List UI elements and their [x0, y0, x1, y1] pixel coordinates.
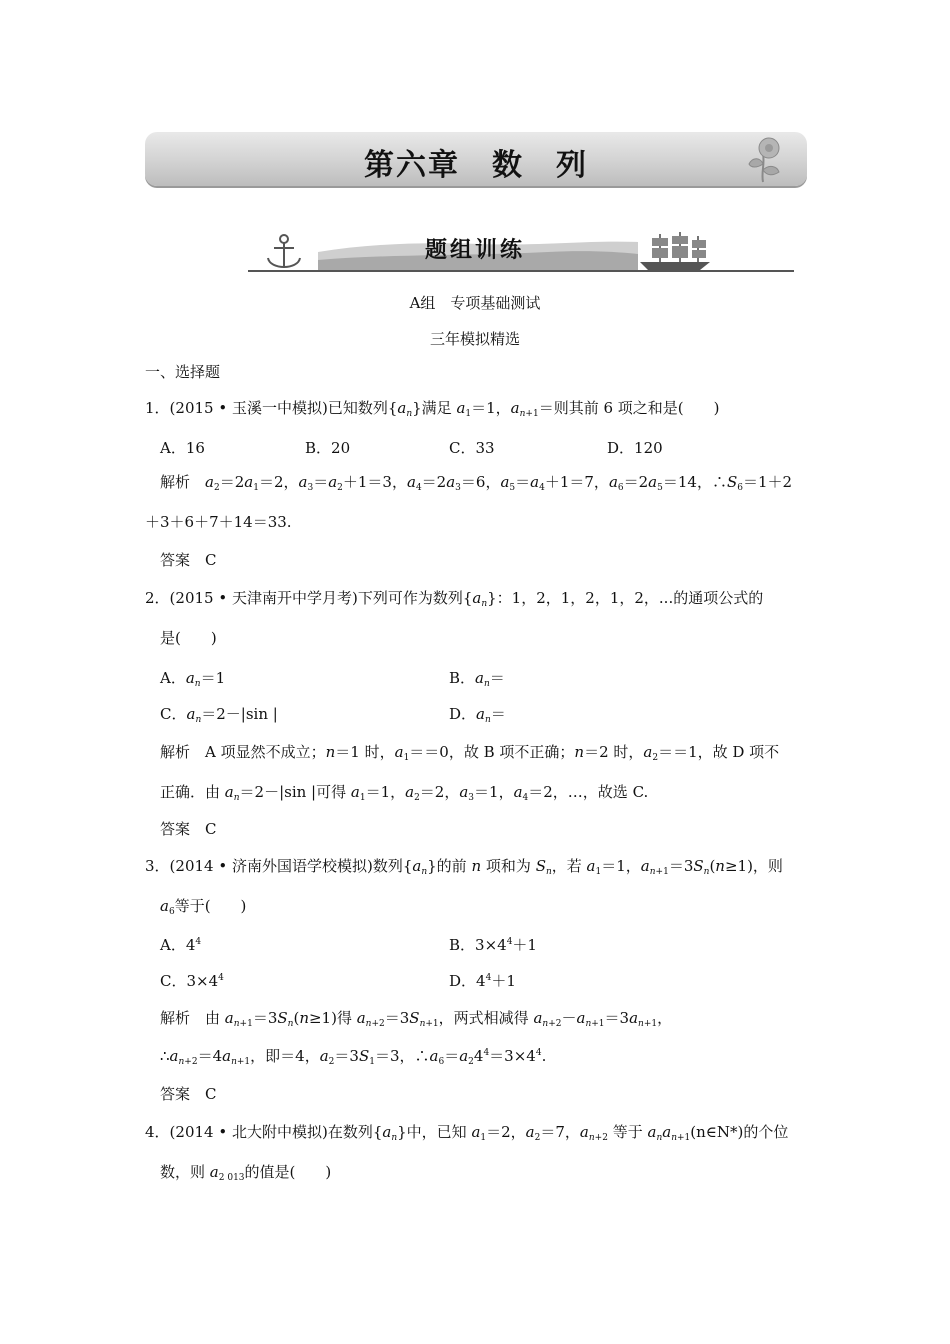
section-divider [248, 270, 794, 272]
analysis-label: 解析 [160, 743, 191, 761]
ship-icon [640, 232, 710, 270]
option-a: A．16 [160, 439, 205, 457]
question-number: 2． [145, 589, 170, 607]
question-2-analysis-cont: 正确．由 $a_n=2-|\sin$ |可得 $a_1=1$，$a_2=2$，$a_3=1$，$a_4=2$，…，故选 C. [160, 783, 649, 803]
flower-icon [739, 134, 789, 184]
question-1-stem: 1．(2015 • 玉溪一中模拟)已知数列$\{a_n\}$满足 $a_1=1$，$a_{n+1}=$则其前 6 项之和是( ) [145, 399, 720, 419]
section-title: 题组训练 [424, 238, 525, 263]
option-d: D．$a_n=$ [449, 705, 506, 725]
question-3-answer [160, 1084, 217, 1104]
question-source: (2015 • 天津南开中学月考) [169, 589, 358, 607]
analysis-label: 解析 [160, 1009, 191, 1027]
question-1-answer [160, 550, 217, 570]
question-3-analysis-cont: $\therefore a_{n+2}=4a_{n+1}$，即＝4，$a_2=3S_1=3$，$\therefore a_6=a_24^4=3\times 4^4$. [160, 1047, 547, 1067]
answer-value: C [205, 1085, 217, 1103]
option-b: B．$a_n=$ [449, 669, 505, 689]
question-1-analysis-cont: ＋3＋6＋7＋14＝33. [145, 513, 292, 531]
question-number: 1． [145, 399, 170, 417]
part-title: 一、选择题 [145, 363, 221, 381]
answer-label: 答案 [160, 551, 191, 569]
question-4-stem: 4．(2014 • 北大附中模拟)在数列$\{a_n\}$中，已知 $a_1=2$，$a_2=7$，$a_{n+2}$ 等于 $a_na_{n+1}(n\in N*)$的个位 [145, 1123, 789, 1143]
answer-value: C [205, 820, 217, 838]
question-4-stem-cont: 数，则 $a_{2 013}$的值是( ) [160, 1163, 332, 1183]
group-subtitle: 三年模拟精选 [429, 330, 520, 348]
group-title: A组 专项基础测试 [409, 294, 541, 312]
option-d: D．$4^4+1$ [449, 972, 516, 990]
answer-label: 答案 [160, 820, 191, 838]
option-c: C．$a_n=2-|\sin$ | [160, 705, 278, 725]
question-source: (2015 • 玉溪一中模拟) [169, 399, 328, 417]
option-b: B．$3\times 4^4+1$ [449, 936, 537, 954]
question-3-stem: 3．(2014 • 济南外国语学校模拟)数列$\{a_n\}$的前 n 项和为 $S_n$，若 $a_1=1$，$a_{n+1}=3S_n(n\ge 1)$，则 [145, 857, 783, 877]
question-number: 4． [145, 1123, 170, 1141]
option-a: A．$a_n=1$ [160, 669, 226, 689]
option-b: B．20 [305, 439, 351, 457]
question-2-stem-cont: 是( ) [160, 629, 217, 647]
option-c: C．33 [449, 439, 495, 457]
analysis-label: 解析 [160, 473, 191, 491]
question-2-stem: 2．(2015 • 天津南开中学月考)下列可作为数列$\{a_n\}$：1，2，1，2，1，2，...的通项公式的 [145, 589, 764, 609]
chapter-title: 第六章 数 列 [364, 148, 588, 183]
question-source: (2014 • 济南外国语学校模拟) [169, 857, 373, 875]
question-source: (2014 • 北大附中模拟) [169, 1123, 328, 1141]
question-2-answer [160, 819, 217, 839]
question-2-analysis: 解析 A 项显然不成立；n＝1 时，$a_1==0$，故 B 项不正确；n＝2 时，$a_2==1$，故 D 项不 [160, 743, 780, 763]
option-a: A．$4^4$ [160, 936, 202, 954]
answer-label: 答案 [160, 1085, 191, 1103]
anchor-icon [268, 235, 300, 268]
option-d: D．120 [607, 439, 663, 457]
chapter-banner [145, 132, 807, 186]
question-1-analysis: 解析 $a_2=2a_1=2$，$a_3=a_2+1=3$，$a_4=2a_3=6$，$a_5=a_4+1=7$，$a_6=2a_5=14$，$\therefore S_6=1+2$ [160, 473, 793, 493]
option-c: C．$3\times 4^4$ [160, 972, 224, 990]
question-number: 3． [145, 857, 170, 875]
question-3-stem-cont: $a_6$等于( ) [160, 897, 247, 917]
question-3-analysis: 解析 由 $a_{n+1}=3S_n(n\ge 1)$得 $a_{n+2}=3S_{n+1}$，两式相减得 $a_{n+2}-a_{n+1}=3a_{n+1}$， [160, 1009, 673, 1029]
answer-value: C [205, 551, 217, 569]
